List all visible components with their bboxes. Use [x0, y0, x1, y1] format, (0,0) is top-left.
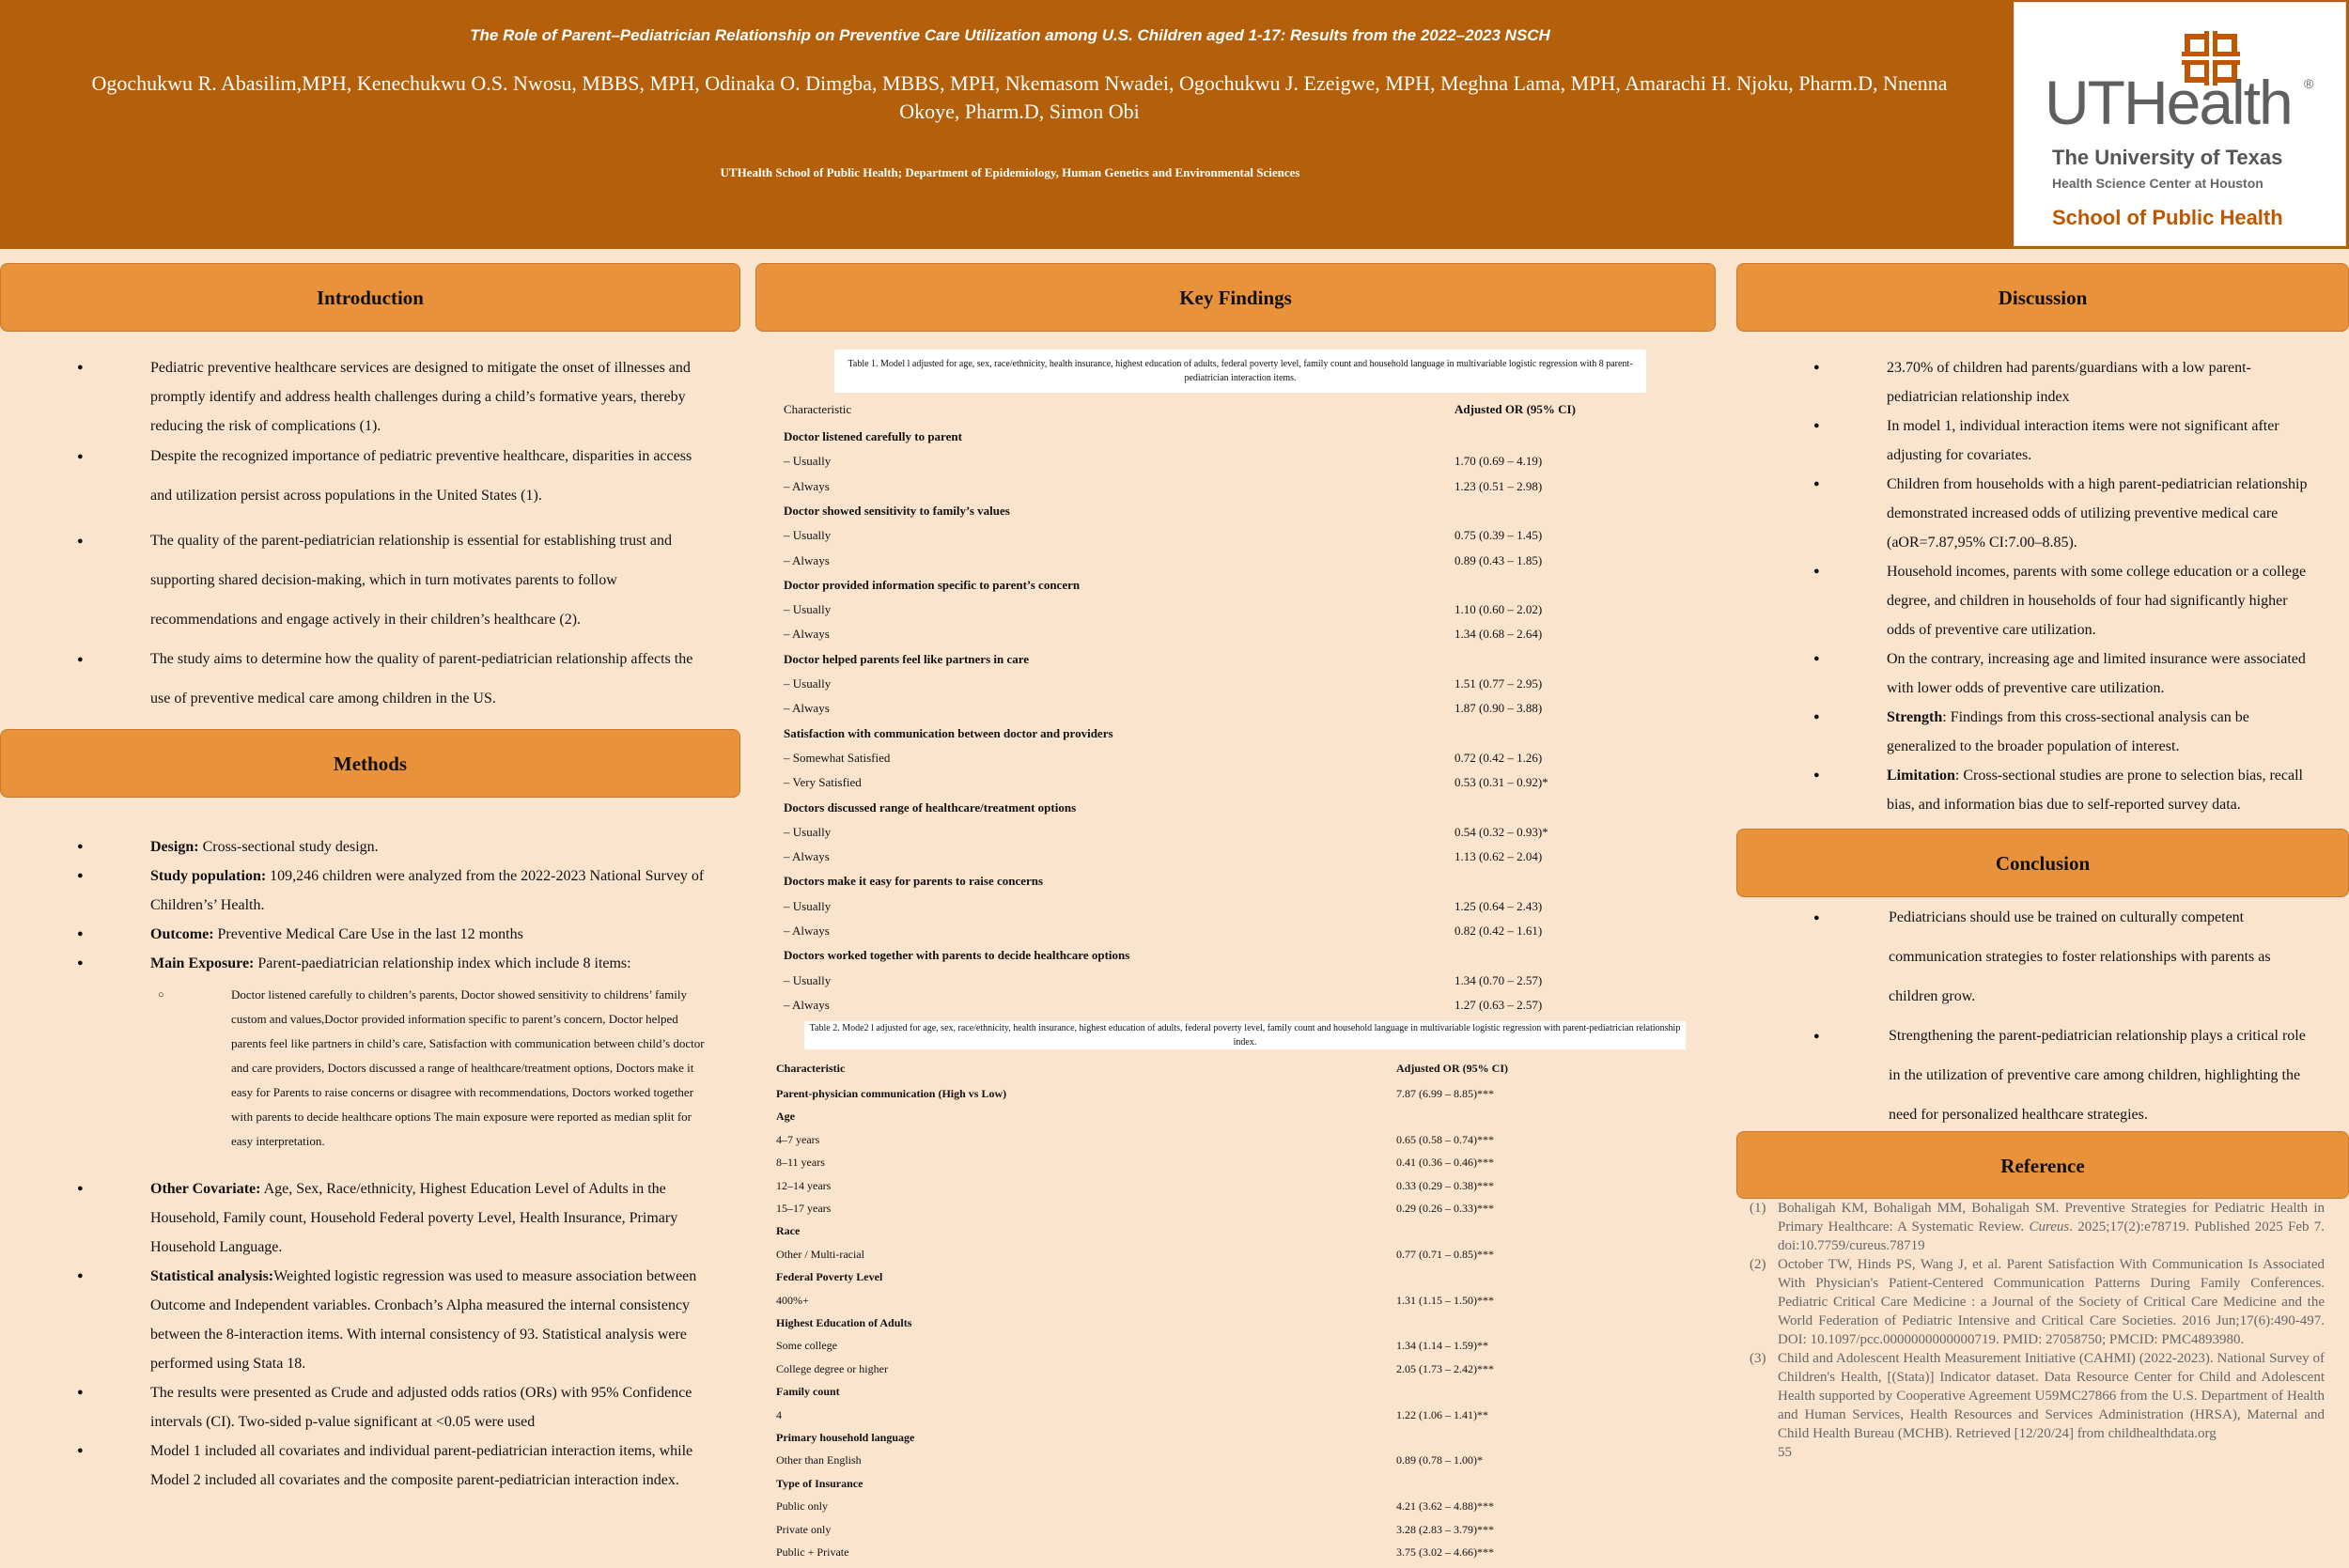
logo-registered: ® — [2304, 76, 2314, 91]
table-cell-value: 1.34 (0.70 – 2.57) — [1455, 972, 1543, 987]
table-row — [776, 1545, 1622, 1568]
table-cell-label: 12–14 years — [776, 1178, 832, 1192]
reference-list — [1750, 1199, 2325, 1462]
table-row — [776, 1453, 1622, 1476]
table-cell-label: Federal Poverty Level — [776, 1270, 883, 1284]
discussion-limitation — [1736, 761, 2349, 819]
stats-text: Weighted logistic regression was used to measure association between Outcome and Independent variables. Cronbach’s Alpha measured the internal consistency between the 8-interaction items. With internal consistency of 93. Statistical analysis were performed using Stata 18. — [150, 1268, 697, 1372]
table-cell-label: – Always — [784, 849, 830, 864]
methods-population — [0, 862, 740, 920]
table-cell-label: Primary household language — [776, 1431, 915, 1444]
table-cell-label: 15–17 years — [776, 1202, 832, 1215]
table-row — [776, 1133, 1622, 1156]
table-cell-label: Doctor provided information specific to parent’s concern — [784, 577, 1081, 592]
methods-panel — [0, 814, 740, 1565]
discussion-panel — [1736, 340, 2349, 821]
table-row — [776, 1156, 1622, 1178]
table-cell-value: 1.13 (0.62 – 2.04) — [1455, 849, 1543, 864]
poster-title: The Role of Parent–Pediatrician Relationship on Preventive Care Utilization among U.S. Children aged 1-17: Results from the 2022–2023 NSCH — [470, 26, 1550, 44]
strength-label: Strength — [1887, 709, 1943, 725]
reference-trailing: 55 — [1778, 1445, 1792, 1460]
logo-center: Health Science Center at Houston — [2052, 176, 2263, 191]
author-list: Ogochukwu R. Abasilim,MPH, Kenechukwu O.S. Nwosu, MBBS, MPH, Odinaka O. Dimgba, MBBS, MPH, Nkemasom Nwadei, Ogochukwu J. Ezeigwe, MPH, Meghna Lama, MPH, Amarachi H. Njoku, Pharm.D, Nnenna Okoye, Pharm.D, Simon Obi — [91, 71, 1948, 123]
table-row — [776, 1408, 1622, 1431]
discussion-item-2: ● In model 1, individual interaction items were not significant after adjusting for covariates. — [1736, 411, 2349, 470]
covariate-label: Other Covariate: — [150, 1181, 261, 1197]
table-cell-label: – Usually — [784, 602, 832, 617]
table-cell-value: 1.23 (0.51 – 2.98) — [1455, 478, 1543, 493]
reference-number: (3) — [1750, 1351, 1766, 1366]
conclusion-item-2: ● Strengthening the parent-pediatrician relationship plays a critical role in the utilization of preventive care among children, highlighting the need for personalized healthcare strategies. — [1736, 1017, 2349, 1135]
reference-item — [1750, 1199, 2325, 1255]
discussion-strength — [1736, 703, 2349, 761]
table-cell-label: Other than English — [776, 1453, 862, 1467]
table-group-row — [784, 578, 1629, 602]
table-cell-label: – Usually — [784, 972, 832, 987]
reference-text-tail: . 2025;17(2):e78719. Published 2025 Feb 7. doi:10.7759/cureus.78719 — [1778, 1219, 2326, 1253]
design-text: Cross-sectional study design. — [198, 839, 379, 855]
methods-design — [0, 832, 740, 862]
table-cell-label: Public only — [776, 1499, 829, 1514]
limitation-text: : Cross-sectional studies are prone to selection bias, recall bias, and information bias due to self-reported survey data. — [1887, 768, 2303, 813]
table-cell-value: 0.72 (0.42 – 1.26) — [1455, 750, 1543, 765]
table-row — [784, 479, 1629, 504]
table-cell-value: 1.70 (0.69 – 4.19) — [1455, 454, 1543, 469]
table-row — [784, 924, 1629, 948]
table-cell-label: 4–7 years — [776, 1132, 820, 1146]
table-group-row — [776, 1477, 1622, 1499]
table-group-row — [784, 504, 1629, 528]
table-cell-label: – Always — [784, 478, 830, 493]
stats-label: Statistical analysis: — [150, 1268, 274, 1284]
table-cell-label: Race — [776, 1224, 801, 1238]
table-cell-value: 0.89 (0.78 – 1.00)* — [1396, 1453, 1483, 1467]
logo-wordmark: UTHealth — [2045, 68, 2292, 137]
table-cell-value: 0.54 (0.32 – 0.93)* — [1455, 824, 1548, 839]
table-cell-label: – Usually — [784, 454, 832, 469]
table-group-row — [784, 874, 1629, 898]
table-row — [776, 1339, 1622, 1361]
table-cell-label: Highest Education of Adults — [776, 1316, 912, 1329]
table-cell-value: 1.10 (0.60 – 2.02) — [1455, 602, 1543, 617]
methods-exposure — [0, 949, 740, 978]
discussion-item-1: ● 23.70% of children had parents/guardians with a low parent-pediatrician relationship index — [1736, 353, 2349, 411]
intro-item-4: ● The study aims to determine how the quality of parent-pediatrician relationship affects the use of preventive medical care among children in the US. — [0, 640, 740, 719]
exposure-text: Parent-paediatrician relationship index which include 8 items: — [254, 955, 631, 971]
table-row — [776, 1248, 1622, 1270]
reference-text: October TW, Hinds PS, Wang J, et al. Parent Satisfaction With Communication Is Associated With Physician's Patient-Centered Communication Patterns During Family Conferences. Pediatric Critical Care Medicine : a Journal of the Society of Critical Care Medicine and the World Federation of Pediatric Intensive and Critical Care Societies. 2016 Jun;17(6):490-497. DOI: 10.1097/pcc.0000000000000719. PMID: 27058750; PMCID: PMC4893980. — [1778, 1257, 2325, 1347]
table-row — [776, 1087, 1622, 1110]
methods-stats — [0, 1262, 740, 1378]
table-cell-label: Doctors discussed range of healthcare/treatment options — [784, 800, 1077, 815]
outcome-label: Outcome: — [150, 926, 214, 942]
table-cell-value: Adjusted OR (95% CI) — [1396, 1062, 1509, 1075]
methods-heading: Methods — [0, 729, 740, 798]
table-group-row — [776, 1385, 1622, 1407]
table-cell-value: 3.28 (2.83 – 3.79)*** — [1396, 1522, 1494, 1536]
table-cell-label: – Usually — [784, 824, 832, 839]
table-cell-label: – Somewhat Satisfied — [784, 750, 891, 765]
table-cell-label: Age — [776, 1110, 795, 1124]
table-cell-value: 0.65 (0.58 – 0.74)*** — [1396, 1132, 1494, 1146]
table-cell-label: – Always — [784, 552, 830, 567]
table-cell-label: – Usually — [784, 528, 832, 543]
poster-header — [0, 0, 2349, 249]
table-row — [776, 1523, 1622, 1545]
conclusion-panel — [1736, 898, 2349, 1124]
methods-outcome — [0, 920, 740, 949]
table-group-row — [784, 800, 1629, 825]
discussion-item-3: ● Children from households with a high parent-pediatrician relationship demonstrated increased odds of utilizing preventive medical care (aOR=7.87,95% CI:7.00–8.85). — [1736, 470, 2349, 557]
table-row — [784, 454, 1629, 478]
table-row — [784, 553, 1629, 578]
logo-school: School of Public Health — [2052, 206, 2283, 229]
table-row — [776, 1202, 1622, 1224]
table-cell-label: – Usually — [784, 676, 832, 691]
table-cell-value: 0.75 (0.39 – 1.45) — [1455, 528, 1543, 543]
table-cell-label: – Always — [784, 701, 830, 716]
affiliation: UTHealth School of Public Health; Department of Epidemiology, Human Genetics and Environmental Sciences — [720, 165, 1300, 179]
table-row — [784, 602, 1629, 627]
table-cell-value: 0.77 (0.71 – 0.85)*** — [1396, 1247, 1494, 1261]
table-cell-label: Private only — [776, 1522, 832, 1536]
strength-text: : Findings from this cross-sectional analysis can be generalized to the broader population of interest. — [1887, 709, 2249, 754]
table-row — [784, 825, 1629, 849]
introduction-heading: Introduction — [0, 263, 740, 332]
exposure-label: Main Exposure: — [150, 955, 255, 971]
table-cell-label: Doctors worked together with parents to decide healthcare options — [784, 948, 1130, 963]
methods-results: ● The results were presented as Crude and adjusted odds ratios (ORs) with 95% Confidence intervals (CI). Two-sided p-value significant at <0.05 were used — [0, 1378, 740, 1436]
table-cell-label: Doctor listened carefully to parent — [784, 429, 962, 443]
table2-header-row — [776, 1062, 1622, 1084]
conclusion-item-1: ● Pediatricians should use be trained on culturally competent communication strategies to foster relationships with parents as children grow. — [1736, 898, 2349, 1017]
discussion-item-4: ● Household incomes, parents with some college education or a college degree, and children in households of four had significantly higher odds of preventive care utilization. — [1736, 557, 2349, 644]
limitation-label: Limitation — [1887, 768, 1955, 784]
key-findings-heading: Key Findings — [755, 263, 1716, 332]
table-group-row — [776, 1270, 1622, 1293]
table-cell-value: 0.89 (0.43 – 1.85) — [1455, 552, 1543, 567]
table-cell-label: Some college — [776, 1339, 837, 1353]
table-cell-label: Parent-physician communication (High vs Low) — [776, 1087, 1007, 1100]
table-cell-value: 1.87 (0.90 – 3.88) — [1455, 701, 1543, 716]
reference-journal: Cureus — [2029, 1219, 2070, 1234]
table-cell-value: 1.34 (1.14 – 1.59)** — [1396, 1339, 1488, 1353]
conclusion-heading: Conclusion — [1736, 829, 2349, 897]
table-row — [784, 701, 1629, 725]
table-cell-label: Characteristic — [784, 402, 852, 416]
table-cell-label: 4 — [776, 1407, 782, 1421]
exposure-items: ○ Doctor listened carefully to children’s parents, Doctor showed sensitivity to childrens’ family custom and values,Doctor provided information specific to parent’s concern, Doctor helped parents feel like partners in child’s care, Satisfaction with communication between child’s doctor and care providers, Doctors discussed a range of healthcare/treatment options, Doctors make it easy for Parents to raise concerns or disagree with recommendations, Doctors worked together with parents to decide healthcare options The main exposure were reported as median split for easy interpretation. — [0, 983, 740, 1154]
table1-caption: Table 1. Model l adjusted for age, sex, race/ethnicity, health insurance, highest education of adults, federal poverty level, family count and household language in multivariable logistic regression with 8 parent-pediatrician interaction items. — [834, 349, 1646, 393]
intro-item-1: ● Pediatric preventive healthcare services are designed to mitigate the onset of illnesses and promptly identify and address health challenges during a child’s formative years, thereby reducing the risk of complications (1). — [0, 353, 740, 441]
reference-number: (2) — [1750, 1257, 1766, 1272]
table-cell-label: 8–11 years — [776, 1156, 825, 1170]
population-text: 109,246 children were analyzed from the 2022-2023 National Survey of Children’s’ Health. — [150, 868, 705, 913]
table-cell-label: – Always — [784, 924, 830, 938]
table-cell-value: 0.82 (0.42 – 1.61) — [1455, 924, 1543, 938]
intro-item-3: ● The quality of the parent-pediatrician relationship is essential for establishing trust and supporting shared decision-making, which in turn motivates parents to follow recommendations and engage actively in their children’s healthcare (2). — [0, 521, 740, 640]
table-cell-value: Adjusted OR (95% CI) — [1455, 402, 1576, 416]
table-cell-value: 7.87 (6.99 – 8.85)*** — [1396, 1087, 1494, 1100]
outcome-text: Preventive Medical Care Use in the last 12 months — [213, 926, 523, 942]
table-cell-label: Other / Multi-racial — [776, 1247, 864, 1261]
table-cell-label: Doctor helped parents feel like partners in care — [784, 651, 1030, 666]
table-row — [784, 849, 1629, 874]
table-cell-value: 1.22 (1.06 – 1.41)** — [1396, 1407, 1488, 1421]
table-cell-label: Doctors make it easy for parents to raise concerns — [784, 874, 1044, 889]
uthealth-logo — [2014, 2, 2346, 246]
logo-university: The University of Texas — [2052, 146, 2283, 169]
table-cell-value: 0.29 (0.26 – 0.33)*** — [1396, 1202, 1494, 1215]
reference-text: Bohaligah KM, Bohaligah MM, Bohaligah SM. Preventive Strategies for Pediatric Health in Primary Healthcare: A Systematic Review. — [1778, 1201, 2325, 1234]
table-cell-value: 1.25 (0.64 – 2.43) — [1455, 898, 1543, 913]
intro-item-2: ● Despite the recognized importance of pediatric preventive healthcare, disparities in access and utilization persist across populations in the United States (1). — [0, 437, 740, 516]
table-group-row — [784, 429, 1629, 454]
table-row — [784, 899, 1629, 924]
table-row — [784, 998, 1629, 1022]
table-cell-value: 4.21 (3.62 – 4.88)*** — [1396, 1499, 1494, 1514]
table-cell-value: 1.51 (0.77 – 2.95) — [1455, 676, 1543, 691]
design-label: Design: — [150, 839, 199, 855]
covariate-text: Age, Sex, Race/ethnicity, Highest Education Level of Adults in the Household, Family count, Household Federal poverty Level, Health Insurance, Primary Household Language. — [150, 1181, 678, 1255]
table-cell-label: Public + Private — [776, 1545, 849, 1559]
table-cell-value: 1.31 (1.15 – 1.50)*** — [1396, 1293, 1494, 1307]
table-cell-value: 0.33 (0.29 – 0.38)*** — [1396, 1178, 1494, 1192]
table-row — [776, 1179, 1622, 1202]
population-label: Study population: — [150, 868, 267, 884]
table-cell-label: – Always — [784, 627, 830, 642]
discussion-heading: Discussion — [1736, 263, 2349, 332]
table-group-row — [784, 726, 1629, 751]
reference-text: Child and Adolescent Health Measurement Initiative (CAHMI) (2022-2023). National Survey of Children's Health, [(Stata)] Indicator dataset. Data Resource Center for Child and Adolescent Health supported by Cooperative Agreement U59MC27866 from the U.S. Department of Health and Human Services, Health Resources and Services Administration (HRSA), Maternal and Child Health Bureau (MCHB). Retrieved [12/20/24] from childhealthdata.org — [1778, 1351, 2325, 1441]
discussion-item-5: ● On the contrary, increasing age and limited insurance were associated with lower odds of preventive care utilization. — [1736, 644, 2349, 703]
table-group-row — [776, 1316, 1622, 1339]
reference-number: (1) — [1750, 1201, 1766, 1216]
table-cell-label: Characteristic — [776, 1062, 846, 1075]
table-cell-label: – Always — [784, 997, 830, 1012]
table-cell-value: 0.53 (0.31 – 0.92)* — [1455, 775, 1548, 790]
table-row — [776, 1362, 1622, 1385]
table-group-row — [776, 1224, 1622, 1247]
table-cell-label: Type of Insurance — [776, 1476, 863, 1490]
table-row — [776, 1499, 1622, 1522]
table-cell-label: Satisfaction with communication between doctor and providers — [784, 725, 1113, 740]
table-group-row — [776, 1110, 1622, 1132]
table-cell-label: College degree or higher — [776, 1361, 888, 1375]
table1-header-row — [784, 402, 1629, 427]
table2-caption: Table 2. Mode2 l adjusted for age, sex, race/ethnicity, health insurance, highest education of adults, federal poverty level, family count and household language in multivariable logistic regression with parent-pediatrician relationship index. — [804, 1021, 1686, 1049]
table-group-row — [776, 1431, 1622, 1453]
table-row — [784, 627, 1629, 651]
reference-item — [1750, 1255, 2325, 1349]
table-cell-value: 3.75 (3.02 – 4.66)*** — [1396, 1545, 1494, 1559]
table-cell-label: 400%+ — [776, 1293, 809, 1307]
table-cell-value: 1.34 (0.68 – 2.64) — [1455, 627, 1543, 642]
table-cell-value: 0.41 (0.36 – 0.46)*** — [1396, 1156, 1494, 1170]
table-row — [776, 1294, 1622, 1316]
methods-models: ● Model 1 included all covariates and individual parent-pediatrician interaction items, while Model 2 included all covariates and the composite parent-pediatrician interaction index. — [0, 1436, 740, 1495]
table-row — [784, 973, 1629, 998]
table-cell-label: Family count — [776, 1385, 840, 1399]
reference-item — [1750, 1349, 2325, 1443]
table-group-row — [784, 652, 1629, 676]
table-row — [784, 676, 1629, 701]
table-row — [784, 528, 1629, 552]
table-cell-value: 1.27 (0.63 – 2.57) — [1455, 997, 1543, 1012]
table-row — [784, 751, 1629, 775]
table-row — [784, 775, 1629, 800]
methods-covariate — [0, 1174, 740, 1262]
reference-heading: Reference — [1736, 1131, 2349, 1199]
table-cell-label: – Usually — [784, 898, 832, 913]
table-cell-value: 2.05 (1.73 – 2.42)*** — [1396, 1361, 1494, 1375]
table-cell-label: Doctor showed sensitivity to family’s values — [784, 503, 1010, 518]
table-group-row — [784, 948, 1629, 972]
table-cell-label: – Very Satisfied — [784, 775, 862, 790]
introduction-panel — [0, 340, 740, 712]
